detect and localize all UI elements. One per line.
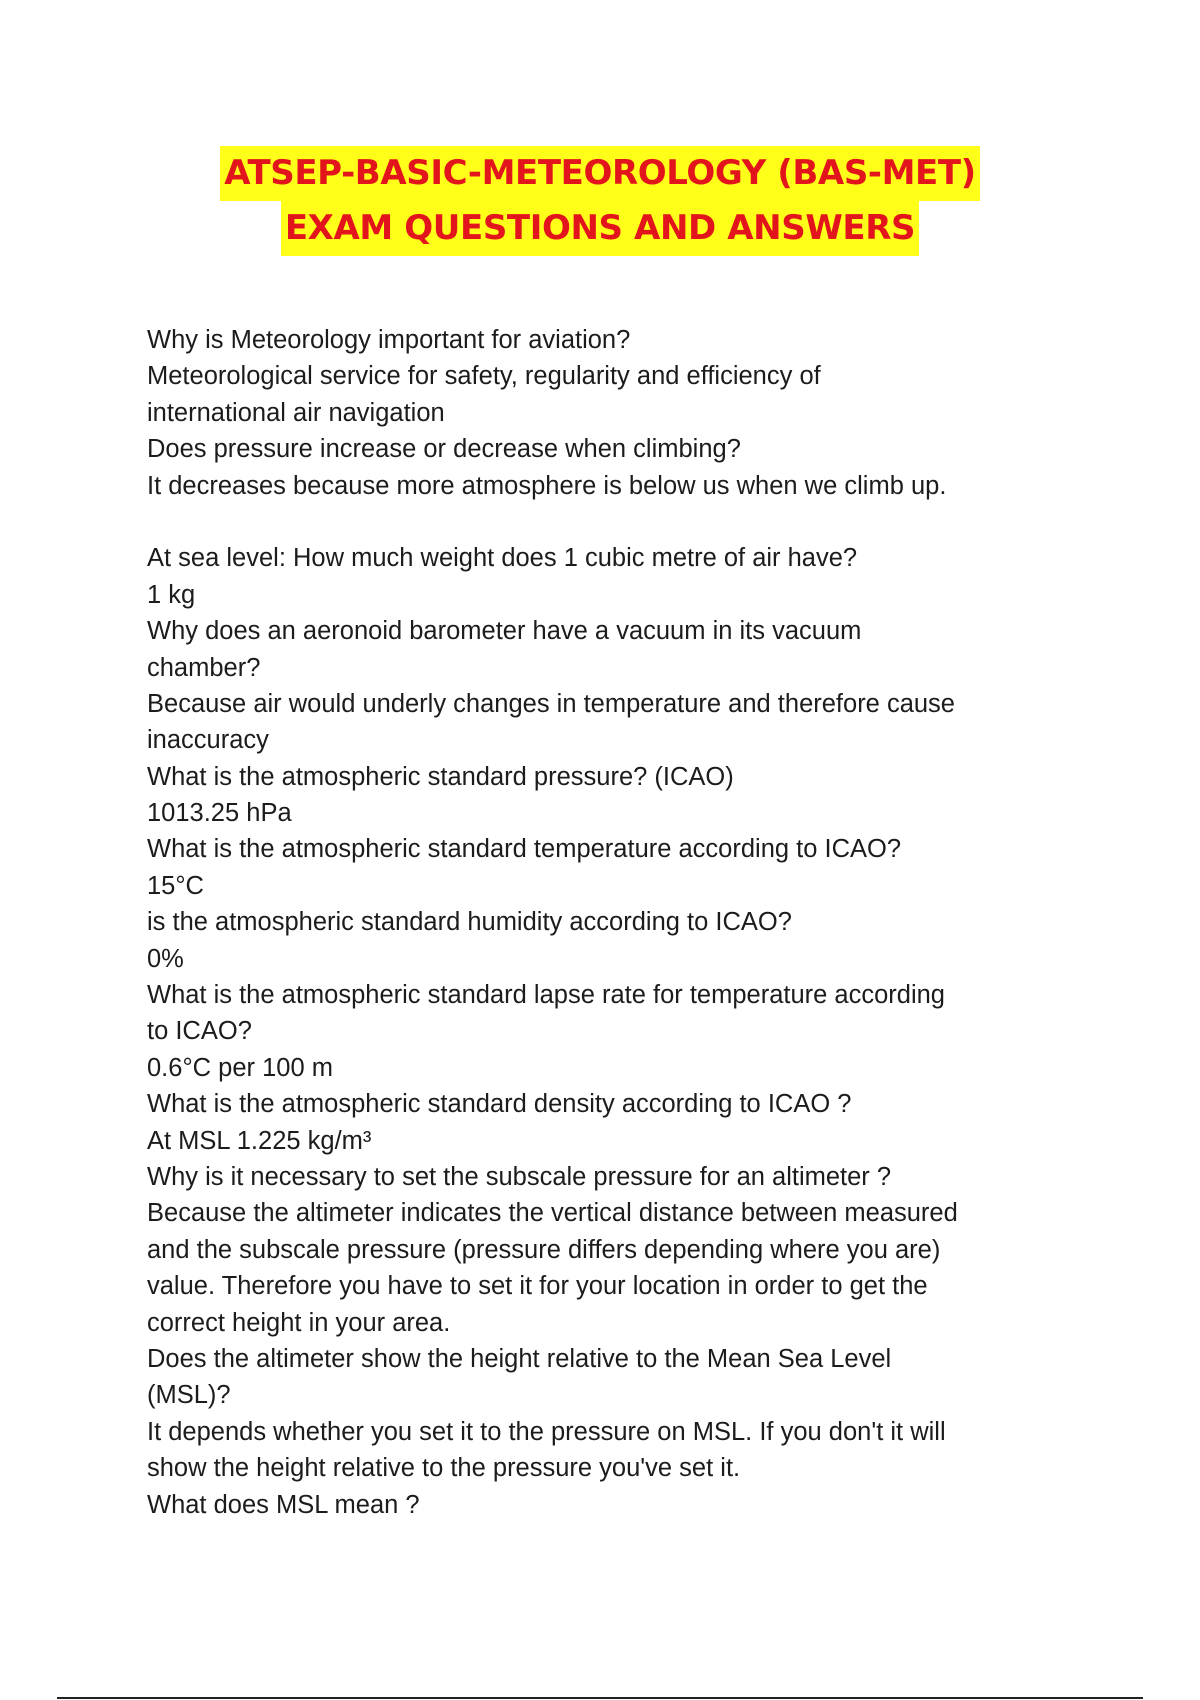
text-line: It depends whether you set it to the pressure on MSL. If you don't it will <box>147 1417 946 1446</box>
title-line-1: ATSEP-BASIC-METEOROLOGY (BAS-MET) <box>220 146 980 201</box>
text-line: show the height relative to the pressure you've set it. <box>147 1454 741 1483</box>
text-line: (MSL)? <box>147 1381 231 1410</box>
text-line: inaccuracy <box>147 726 269 755</box>
text-line: 1013.25 hPa <box>147 799 292 828</box>
text-line: What is the atmospheric standard pressure? (ICAO) <box>147 762 734 791</box>
text-line: and the subscale pressure (pressure differs depending where you are) <box>147 1235 941 1264</box>
text-line: At sea level: How much weight does 1 cubic metre of air have? <box>147 544 858 573</box>
text-line: At MSL 1.225 kg/m³ <box>147 1126 372 1155</box>
qa-content <box>147 322 1067 1523</box>
text-line: It decreases because more atmosphere is below us when we climb up. <box>147 471 947 500</box>
text-line: Why is Meteorology important for aviation? <box>147 326 631 354</box>
text-line: is the atmospheric standard humidity according to ICAO? <box>147 908 792 937</box>
text-line: 15°C <box>147 871 204 900</box>
text-line: 0% <box>147 944 184 973</box>
text-line: 1 kg <box>147 580 196 609</box>
text-line: What does MSL mean ? <box>147 1490 420 1519</box>
text-line: Why is it necessary to set the subscale pressure for an altimeter ? <box>147 1162 892 1191</box>
text-line: Meteorological service for safety, regularity and efficiency of <box>147 362 821 391</box>
text-line: Does the altimeter show the height relative to the Mean Sea Level <box>147 1344 892 1373</box>
text-line: international air navigation <box>147 398 445 427</box>
text-line: chamber? <box>147 653 261 682</box>
text-line: Does pressure increase or decrease when climbing? <box>147 435 741 464</box>
text-line: Why does an aeronoid barometer have a vacuum in its vacuum <box>147 617 862 646</box>
title-line-2: EXAM QUESTIONS AND ANSWERS <box>281 201 919 256</box>
text-line: Because the altimeter indicates the vertical distance between measured <box>147 1199 958 1228</box>
text-line: value. Therefore you have to set it for your location in order to get the <box>147 1272 928 1301</box>
text-line: What is the atmospheric standard temperature according to ICAO? <box>147 835 902 864</box>
text-line: What is the atmospheric standard lapse rate for temperature according <box>147 981 945 1010</box>
text-line: correct height in your area. <box>147 1308 451 1337</box>
footer-divider <box>57 1697 1143 1699</box>
document-title <box>0 146 1200 256</box>
text-line: to ICAO? <box>147 1017 252 1046</box>
blank-line <box>147 504 1067 540</box>
text-line: What is the atmospheric standard density according to ICAO ? <box>147 1090 852 1119</box>
text-line: Because air would underly changes in temperature and therefore cause <box>147 689 955 718</box>
text-line: 0.6°C per 100 m <box>147 1053 333 1082</box>
